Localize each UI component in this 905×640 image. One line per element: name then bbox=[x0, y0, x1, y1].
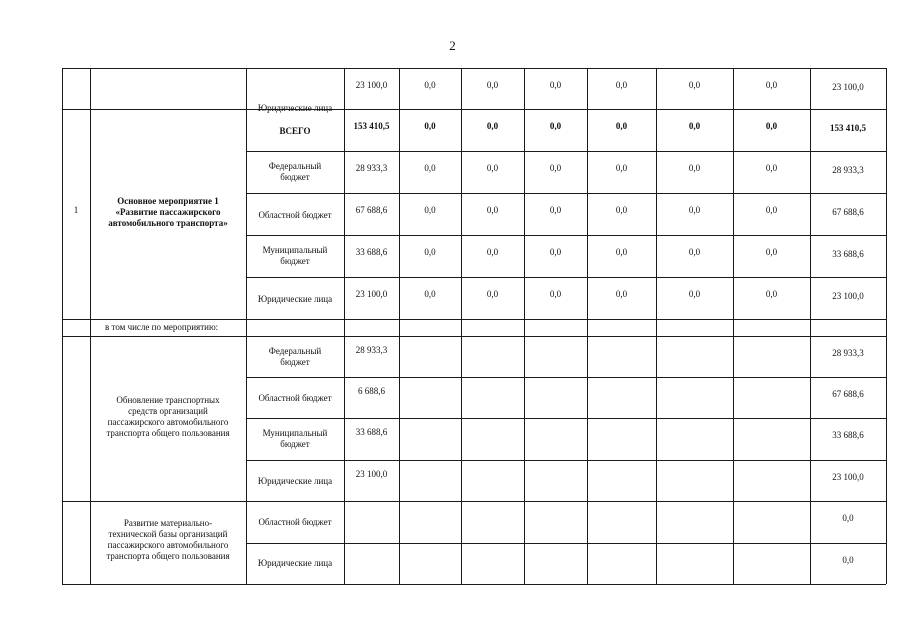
total-cell: 153 410,5 bbox=[353, 121, 390, 131]
year-value-cell: 0,0 bbox=[486, 163, 499, 173]
year-value-cell: 0,0 bbox=[486, 247, 499, 257]
category-cell bbox=[246, 476, 344, 487]
table-vline bbox=[810, 68, 811, 584]
event-index-line: 1 bbox=[73, 204, 79, 215]
year-value-cell: 0,0 bbox=[486, 121, 499, 131]
year-value-cell: 0,0 bbox=[765, 289, 778, 299]
table-right-border bbox=[886, 68, 887, 584]
sub-event-title-line: технической базы организаций bbox=[108, 529, 228, 539]
sub-event-title-line: пассажирского автомобильного bbox=[107, 540, 229, 550]
table-hline bbox=[246, 418, 886, 419]
year-value-cell: 0,0 bbox=[688, 80, 701, 90]
table-hline bbox=[246, 460, 886, 461]
year-value-cell: 0,0 bbox=[424, 80, 436, 90]
table-vline bbox=[587, 68, 588, 584]
year-value-cell: 0,0 bbox=[424, 163, 436, 173]
category-cell bbox=[246, 393, 344, 404]
sum-cell: 0,0 bbox=[842, 555, 854, 565]
including-label: в том числе по мероприятию: bbox=[105, 322, 219, 332]
category-cell-line: бюджет bbox=[280, 439, 310, 449]
year-value-cell: 0,0 bbox=[615, 80, 628, 90]
category-cell bbox=[246, 346, 344, 368]
category-cell-line: Областной бюджет bbox=[258, 393, 332, 403]
sum-cell: 153 410,5 bbox=[830, 123, 866, 133]
year-value-cell: 0,0 bbox=[765, 163, 778, 173]
category-cell-line: Областной бюджет bbox=[258, 516, 332, 527]
category-cell bbox=[246, 558, 344, 569]
sub-event-title-line: Обновление транспортных bbox=[116, 395, 220, 405]
sum-cell: 67 688,6 bbox=[832, 389, 864, 399]
sum-cell: 0,0 bbox=[842, 513, 854, 523]
category-cell bbox=[246, 161, 344, 183]
table-vline bbox=[344, 68, 345, 584]
event-title bbox=[90, 196, 246, 229]
table-left-border bbox=[62, 68, 63, 584]
event-index bbox=[62, 205, 90, 216]
table-hline bbox=[246, 235, 886, 236]
year-value-cell: 0,0 bbox=[765, 121, 778, 131]
year-value-cell: 0,0 bbox=[549, 121, 562, 131]
table-hline bbox=[62, 336, 886, 337]
category-cell-line: Областной бюджет bbox=[258, 209, 332, 220]
table-hline bbox=[62, 501, 886, 502]
category-cell bbox=[246, 126, 344, 137]
event-title-line: «Развитие пассажирского bbox=[115, 206, 221, 217]
sum-cell: 33 688,6 bbox=[832, 430, 864, 440]
category-cell-line: бюджет bbox=[280, 356, 310, 367]
category-cell-line: ВСЕГО bbox=[279, 125, 311, 136]
category-cell-line: Муниципальный bbox=[262, 245, 328, 255]
table-hline bbox=[246, 151, 886, 152]
table-hline bbox=[62, 319, 886, 320]
year-value-cell: 0,0 bbox=[549, 247, 562, 257]
year-value-cell: 0,0 bbox=[486, 205, 499, 215]
category-cell-line: Юридические лица bbox=[257, 558, 333, 568]
sub-event-title bbox=[90, 395, 246, 439]
year-value-cell: 0,0 bbox=[615, 121, 628, 131]
sum-cell: 67 688,6 bbox=[832, 207, 864, 217]
total-cell: 23 100,0 bbox=[355, 289, 388, 299]
table-hline bbox=[246, 193, 886, 194]
year-value-cell: 0,0 bbox=[549, 80, 562, 90]
year-value-cell: 0,0 bbox=[688, 247, 701, 257]
total-cell: 23 100,0 bbox=[355, 80, 388, 90]
sub-event-title-line: средств организаций bbox=[128, 406, 208, 416]
total-cell: 67 688,6 bbox=[355, 205, 388, 215]
category-cell-line: Юридические лица bbox=[257, 103, 333, 113]
sub-event-title-line: транспорта общего пользования bbox=[106, 428, 230, 438]
table-vline bbox=[524, 68, 525, 584]
year-value-cell: 0,0 bbox=[424, 205, 436, 215]
year-value-cell: 0,0 bbox=[615, 247, 628, 257]
year-value-cell: 0,0 bbox=[424, 121, 436, 131]
year-value-cell: 0,0 bbox=[688, 163, 701, 173]
sum-cell: 23 100,0 bbox=[832, 291, 864, 301]
total-cell: 23 100,0 bbox=[355, 469, 388, 479]
table-hline bbox=[62, 109, 886, 110]
year-value-cell: 0,0 bbox=[549, 289, 562, 299]
year-value-cell: 0,0 bbox=[765, 247, 778, 257]
sum-cell: 33 688,6 bbox=[832, 249, 864, 259]
year-value-cell: 0,0 bbox=[424, 289, 436, 299]
category-cell-line: Муниципальный bbox=[262, 428, 328, 438]
table-vline bbox=[733, 68, 734, 584]
category-cell-line: бюджет bbox=[280, 172, 310, 182]
sub-event-title-line: пассажирского автомобильного bbox=[107, 417, 229, 427]
total-cell: 6 688,6 bbox=[358, 386, 385, 396]
year-value-cell: 0,0 bbox=[615, 163, 628, 173]
year-value-cell: 0,0 bbox=[688, 205, 701, 215]
table-hline bbox=[246, 277, 886, 278]
sum-cell: 23 100,0 bbox=[832, 82, 864, 92]
page-number: 2 bbox=[449, 38, 456, 53]
year-value-cell: 0,0 bbox=[688, 289, 701, 299]
table-vline bbox=[461, 68, 462, 584]
category-cell-line: Юридические лица bbox=[257, 476, 333, 486]
category-cell bbox=[246, 428, 344, 450]
category-cell bbox=[246, 210, 344, 221]
sum-cell: 23 100,0 bbox=[832, 472, 864, 482]
year-value-cell: 0,0 bbox=[615, 289, 628, 299]
table-bottom-border bbox=[62, 584, 886, 585]
year-value-cell: 0,0 bbox=[765, 205, 778, 215]
year-value-cell: 0,0 bbox=[765, 80, 778, 90]
table-vline bbox=[656, 68, 657, 584]
year-value-cell: 0,0 bbox=[615, 205, 628, 215]
total-cell: 28 933,3 bbox=[355, 345, 388, 355]
category-cell-line: Юридические лица bbox=[257, 293, 333, 304]
year-value-cell: 0,0 bbox=[486, 80, 499, 90]
sub-event-title-line: транспорта общего пользования bbox=[106, 551, 230, 561]
total-cell: 33 688,6 bbox=[355, 247, 388, 257]
year-value-cell: 0,0 bbox=[424, 247, 436, 257]
category-cell bbox=[246, 294, 344, 305]
event-title-line: автомобильного транспорта» bbox=[108, 217, 228, 228]
year-value-cell: 0,0 bbox=[549, 205, 562, 215]
table-vline bbox=[90, 68, 91, 584]
table-hline bbox=[246, 543, 886, 544]
table-vline bbox=[246, 68, 247, 584]
category-cell-line: бюджет bbox=[280, 256, 310, 266]
sub-event-title bbox=[90, 518, 246, 562]
category-cell bbox=[246, 517, 344, 528]
total-cell: 28 933,3 bbox=[355, 163, 388, 173]
category-cell bbox=[246, 103, 344, 114]
total-cell: 33 688,6 bbox=[355, 427, 388, 437]
year-value-cell: 0,0 bbox=[486, 289, 499, 299]
category-cell-line: Федеральный bbox=[268, 161, 322, 171]
year-value-cell: 0,0 bbox=[549, 163, 562, 173]
sub-event-title-line: Развитие материально- bbox=[123, 518, 213, 528]
sum-cell: 28 933,3 bbox=[832, 165, 864, 175]
sum-cell: 28 933,3 bbox=[832, 348, 864, 358]
year-value-cell: 0,0 bbox=[688, 121, 701, 131]
category-cell bbox=[246, 245, 344, 267]
table-top-border bbox=[62, 68, 886, 69]
event-title-line: Основное мероприятие 1 bbox=[117, 195, 219, 206]
table-vline bbox=[399, 68, 400, 584]
table-hline bbox=[246, 377, 886, 378]
category-cell-line: Федеральный bbox=[268, 345, 322, 356]
